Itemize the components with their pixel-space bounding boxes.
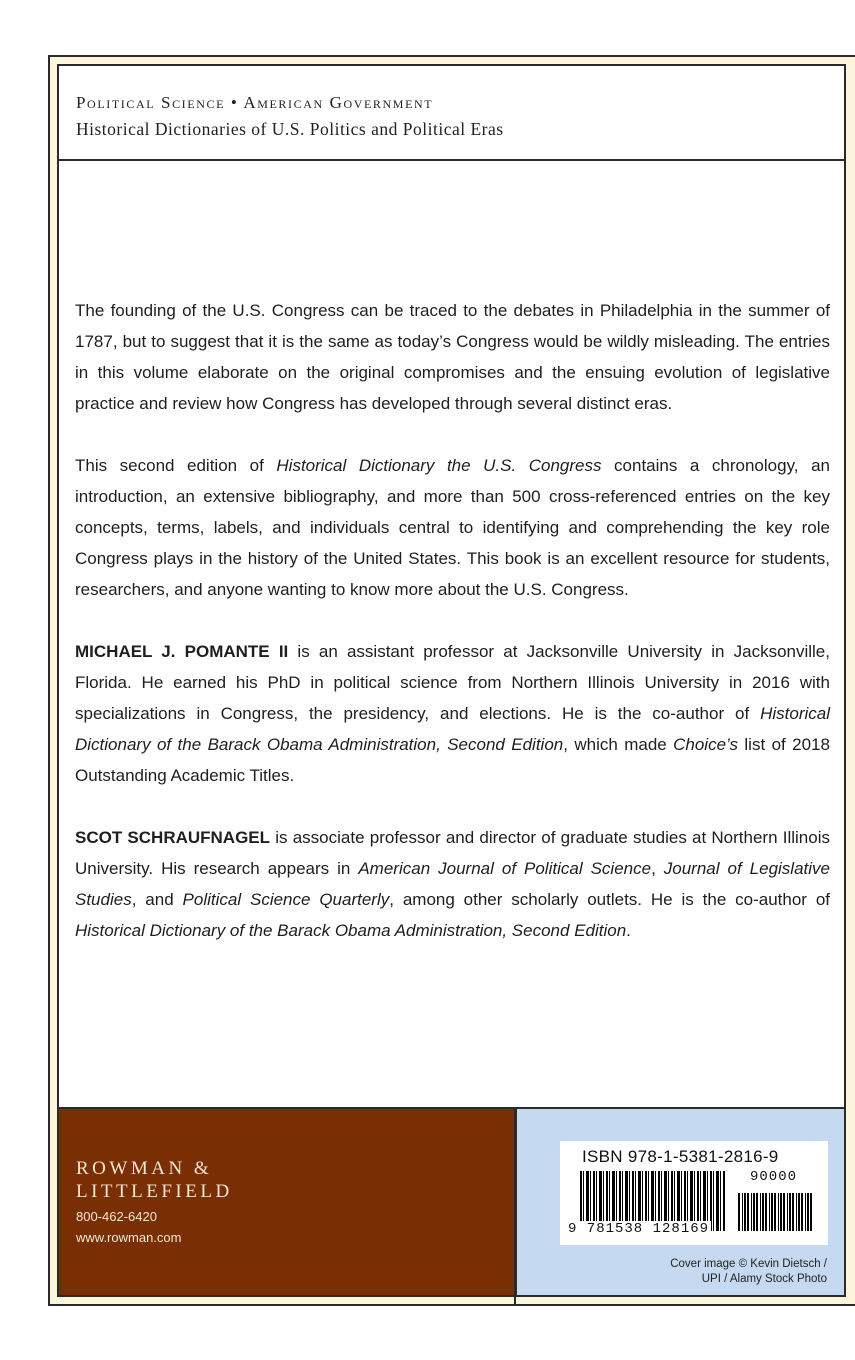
- publication: Political Science Quarterly: [182, 890, 390, 909]
- subject-category: Political Science • American Government: [76, 93, 434, 112]
- barcode-band: [515, 1107, 846, 1297]
- credit-line: Cover image © Kevin Dietsch /: [670, 1258, 827, 1270]
- ean-number: 9 781538 128169: [568, 1221, 710, 1237]
- author-bio: [75, 822, 830, 946]
- description-paragraph: [75, 450, 830, 605]
- author-name: SCOT SCHRAUFNAGEL: [75, 828, 271, 847]
- book-title: Historical Dictionary the U.S. Congress: [276, 456, 602, 475]
- book-title: Historical Dictionary of the Barack Obama Administration, Second Edition: [75, 921, 627, 940]
- publisher-band: [57, 1107, 516, 1297]
- author-name: MICHAEL J. POMANTE II: [75, 642, 289, 661]
- publisher-phone: 800-462-6420: [76, 1209, 157, 1224]
- text: .: [626, 921, 631, 940]
- text: , and: [131, 890, 183, 909]
- logo-line: ROWMAN &: [76, 1158, 213, 1179]
- text: is associate professor and director of graduate studies at Northern Illinois University. His research appears in: [75, 828, 830, 878]
- price-barcode-icon: [738, 1193, 812, 1231]
- book-title: Historical Dictionary of the Barack Obama Administration, Second Edition: [75, 704, 830, 754]
- publication: Choice’s: [673, 735, 739, 754]
- book-description: [75, 295, 830, 977]
- cover-image-credit: [670, 1257, 827, 1287]
- text: is an assistant professor at Jacksonville University in Jacksonville, Florida. He earned his PhD in political science from Northern Illinois University in 2016 with specializations in Congress, the presidency, and elections. He is the co-author of: [75, 642, 830, 723]
- author-bio: [75, 636, 830, 791]
- text: ,: [651, 859, 664, 878]
- text: This second edition of: [75, 456, 277, 475]
- series-title: Historical Dictionaries of U.S. Politics and Political Eras: [76, 119, 504, 139]
- text: , which made: [563, 735, 674, 754]
- description-paragraph: The founding of the U.S. Congress can be traced to the debates in Philadelphia in the summer of 1787, but to suggest that it is the same as today’s Congress would be wildly misleading. The entries in this volume elaborate on the original compromises and the ensuing evolution of legislative practice and review how Congress has developed through several distinct eras.: [75, 301, 830, 413]
- logo-line: LITTLEFIELD: [76, 1181, 233, 1202]
- text: , among other scholarly outlets. He is the co-author of: [389, 890, 830, 909]
- credit-line: UPI / Alamy Stock Photo: [701, 1273, 827, 1285]
- barcode-label: [560, 1141, 828, 1245]
- publisher-website[interactable]: www.rowman.com: [76, 1230, 182, 1245]
- publication: American Journal of Political Science: [358, 859, 652, 878]
- publication: Journal of Legislative Studies: [75, 859, 830, 909]
- publisher-logo: [76, 1157, 233, 1203]
- text: list of 2018 Outstanding Academic Titles.: [75, 735, 830, 785]
- divider: [514, 1297, 516, 1306]
- isbn-number: ISBN 978-1-5381-2816-9: [582, 1147, 779, 1166]
- series-header: [57, 64, 846, 161]
- price-code: 90000: [750, 1169, 798, 1185]
- text: contains a chronology, an introduction, an extensive bibliography, and more than 500 cross-referenced entries on the key concepts, terms, labels, and individuals central to identifying and comprehending the key role Congress plays in the history of the United States. This book is an excellent resource for students, researchers, and anyone wanting to know more about the U.S. Congress.: [75, 456, 830, 599]
